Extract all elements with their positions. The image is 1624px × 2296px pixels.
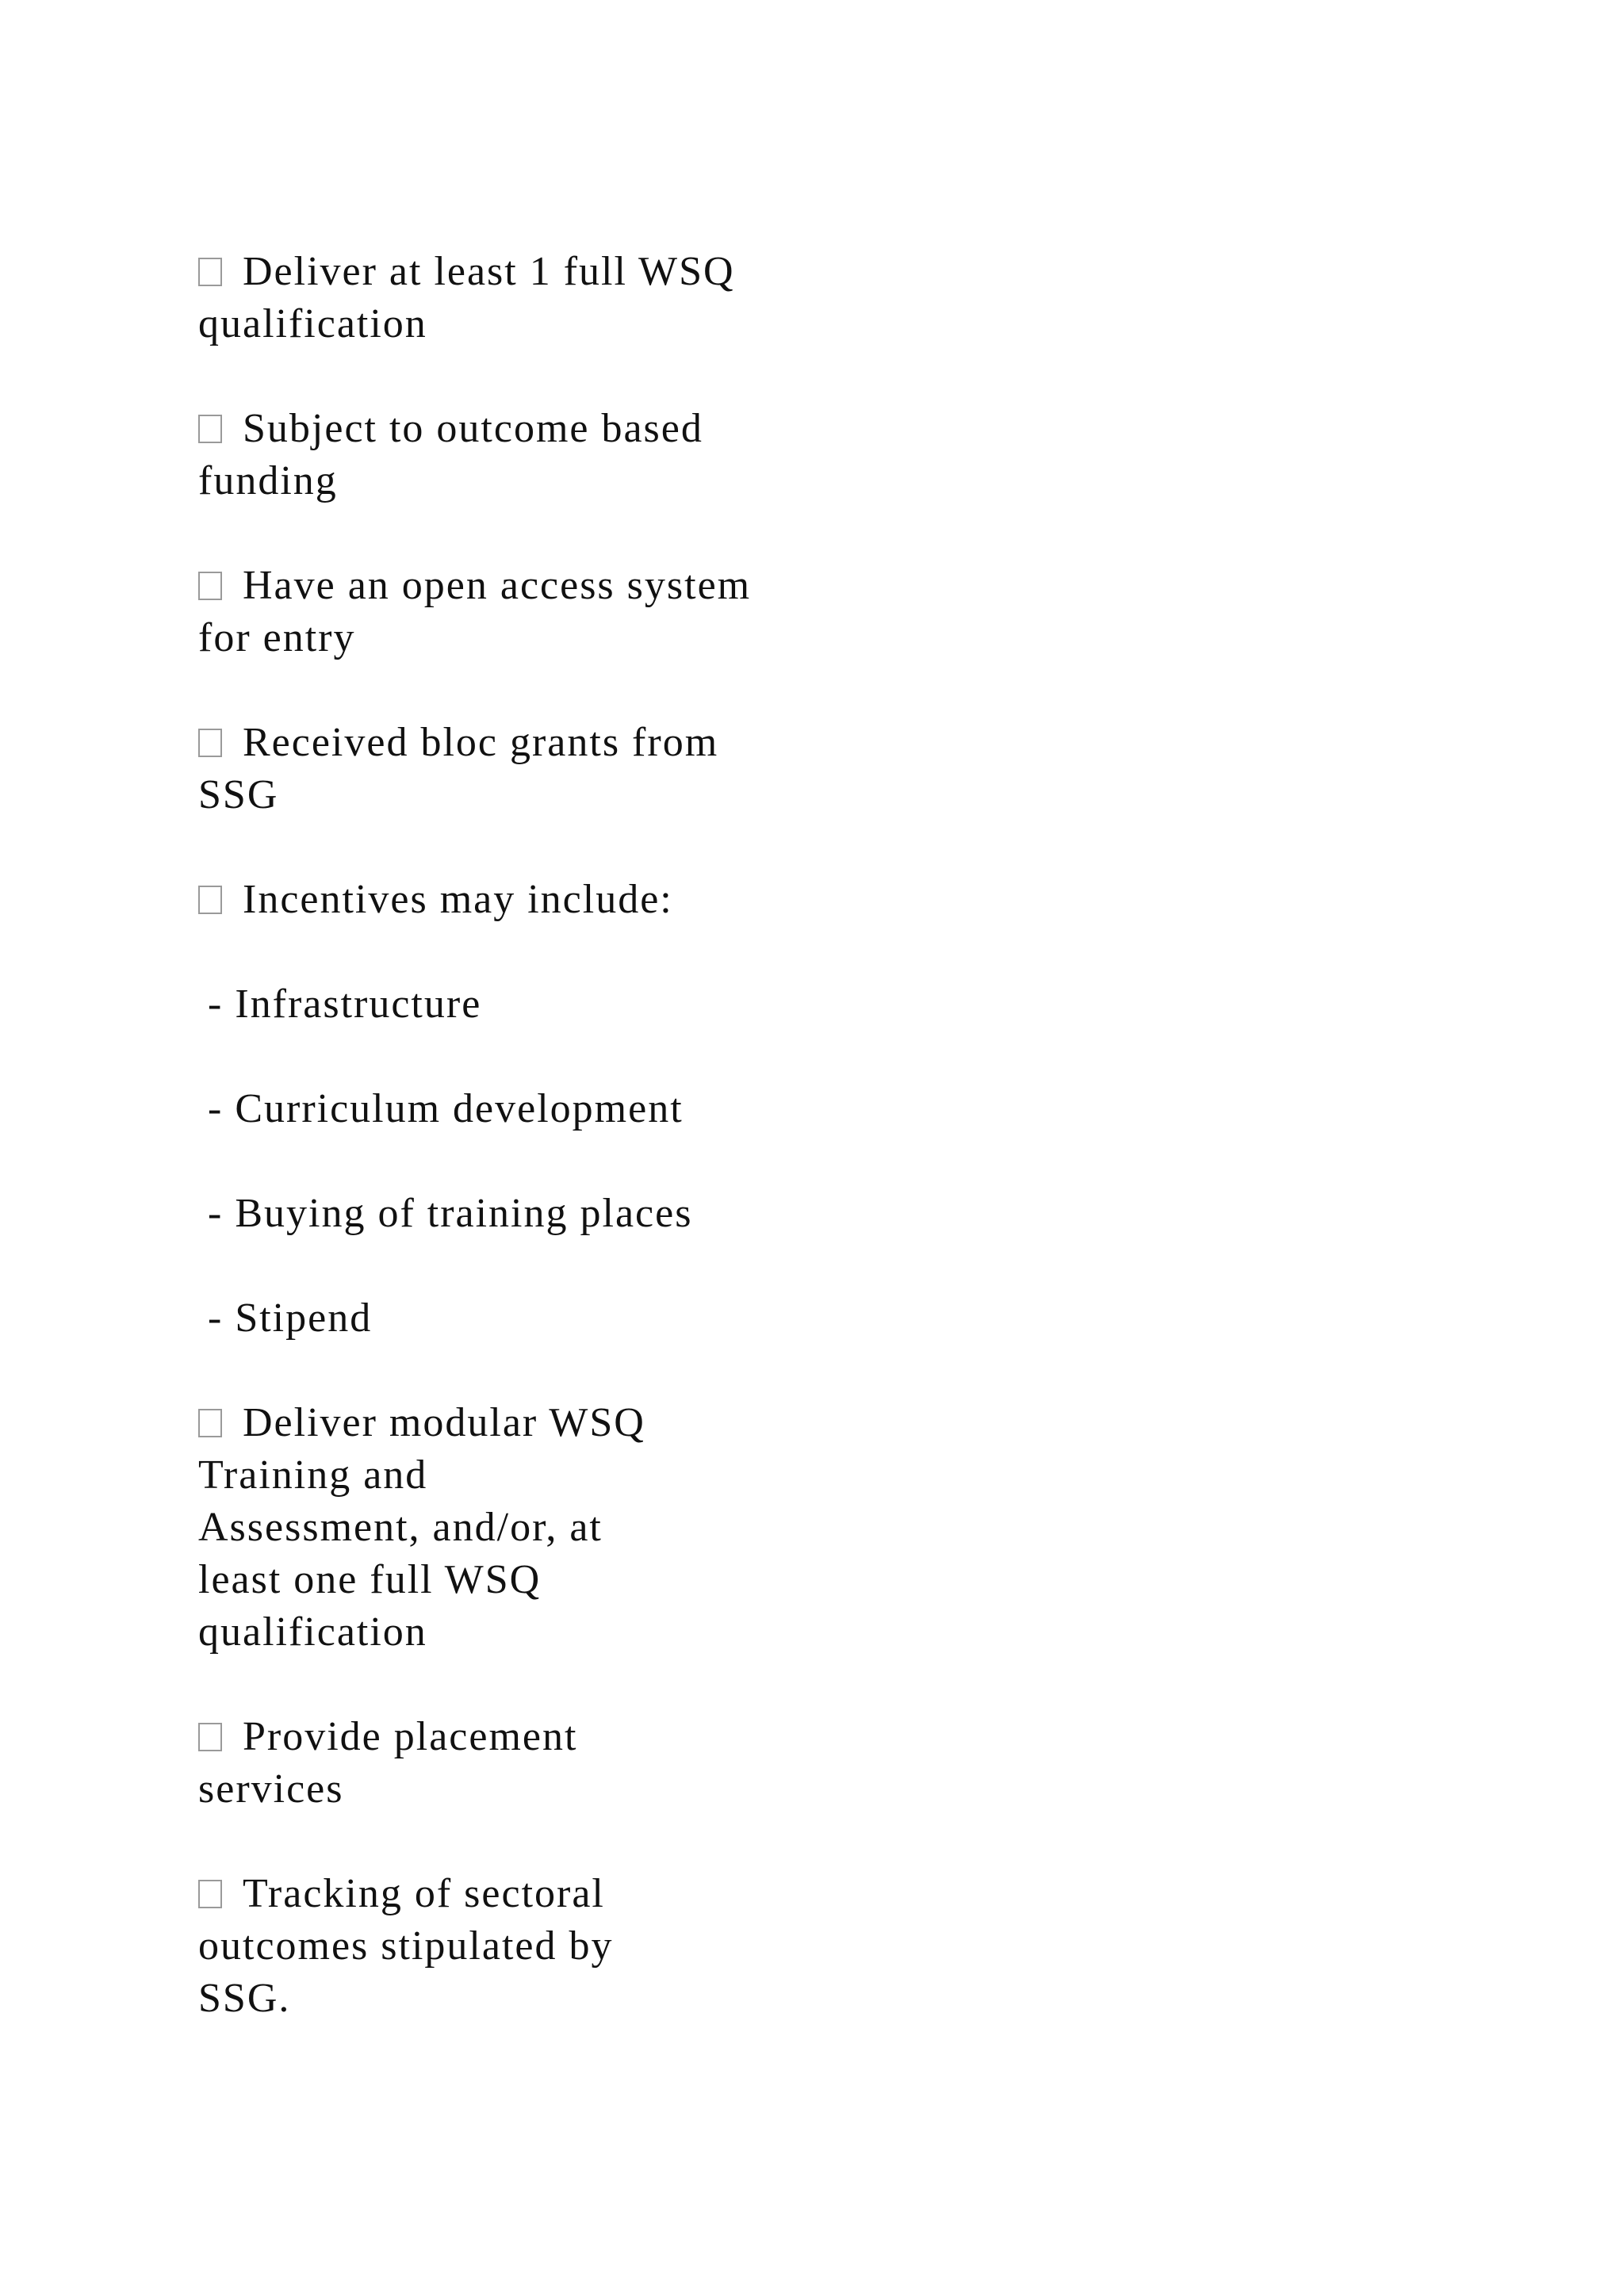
bullet-item: [198, 1868, 848, 2025]
bullet-text: least one full WSQ: [198, 1557, 542, 1602]
bullet-item: [198, 717, 848, 821]
document-body: [198, 246, 848, 2077]
bullet-text: Deliver modular WSQ: [243, 1400, 645, 1445]
sub-item-text: - Buying of training places: [208, 1191, 693, 1236]
bullet-box-icon: [198, 886, 222, 914]
bullet-item: [198, 246, 848, 350]
bullet-text: SSG.: [198, 1976, 291, 2021]
bullet-text: Assessment, and/or, at: [198, 1505, 603, 1550]
sub-item: [198, 1188, 848, 1240]
bullet-text: Have an open access system: [243, 563, 752, 608]
bullet-text: services: [198, 1766, 344, 1812]
bullet-text: qualification: [198, 301, 427, 346]
bullet-item: [198, 1397, 848, 1659]
bullet-box-icon: [198, 415, 222, 443]
bullet-text: Tracking of sectoral: [243, 1871, 605, 1916]
bullet-text: Training and: [198, 1452, 428, 1498]
bullet-box-icon: [198, 1723, 222, 1751]
bullet-text: outcomes stipulated by: [198, 1923, 614, 1969]
bullet-text: funding: [198, 458, 338, 503]
bullet-item: [198, 560, 848, 664]
sub-item: [198, 1083, 848, 1135]
bullet-box-icon: [198, 729, 222, 757]
bullet-item: [198, 1711, 848, 1816]
bullet-text: Received bloc grants from: [243, 720, 719, 765]
bullet-text: qualification: [198, 1609, 427, 1655]
sub-item: [198, 978, 848, 1031]
bullet-box-icon: [198, 258, 222, 286]
bullet-box-icon: [198, 1409, 222, 1437]
bullet-box-icon: [198, 572, 222, 600]
bullet-text: Incentives may include:: [243, 877, 673, 922]
sub-item-text: - Curriculum development: [208, 1086, 684, 1131]
sub-item: [198, 1292, 848, 1345]
bullet-item: [198, 403, 848, 507]
bullet-text: Provide placement: [243, 1714, 578, 1759]
bullet-text: Subject to outcome based: [243, 406, 703, 451]
bullet-item: [198, 874, 848, 926]
sub-item-text: - Stipend: [208, 1295, 373, 1341]
bullet-text: Deliver at least 1 full WSQ: [243, 249, 735, 294]
bullet-text: for entry: [198, 615, 356, 660]
bullet-text: SSG: [198, 772, 279, 817]
sub-item-text: - Infrastructure: [208, 982, 482, 1027]
bullet-box-icon: [198, 1880, 222, 1908]
